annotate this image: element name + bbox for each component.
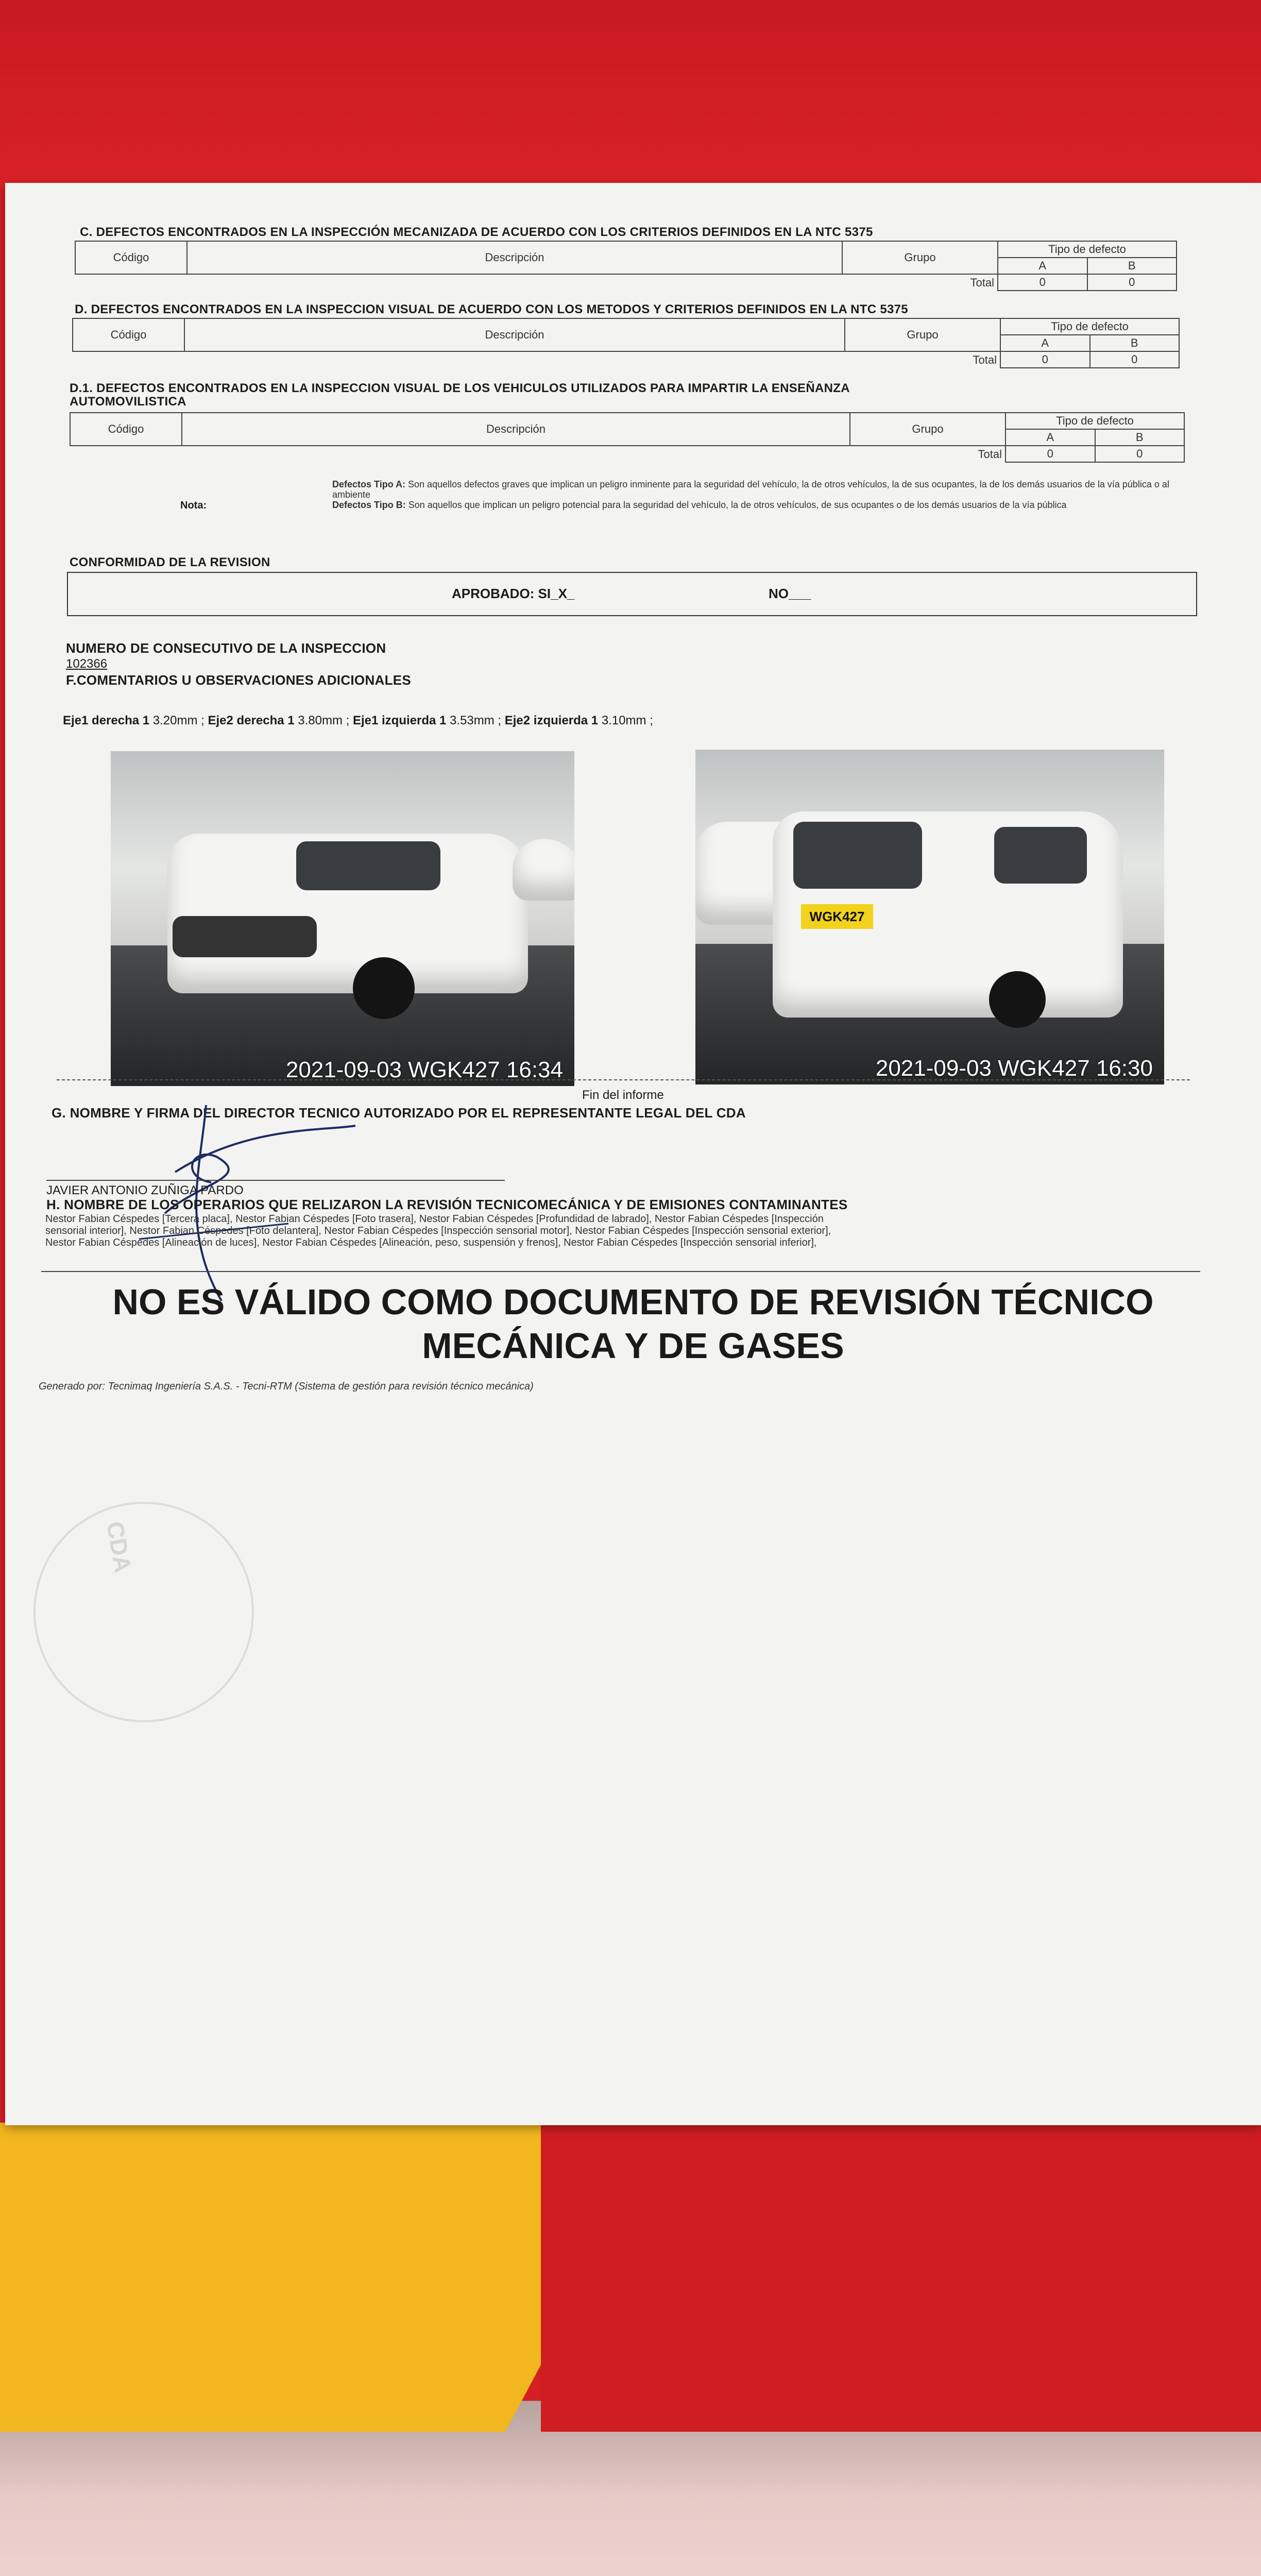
car-rear-window: [793, 822, 922, 889]
eje1-izquierda-value: 3.53mm ;: [450, 714, 502, 727]
aprobado-si: APROBADO: SI_X_: [452, 586, 575, 601]
total-b: 0: [1090, 351, 1180, 368]
total-a: 0: [1000, 351, 1090, 368]
seal-text: CDA: [101, 1519, 137, 1575]
conformidad-title: CONFORMIDAD DE LA REVISION: [70, 555, 270, 569]
tipo-a-label: Defectos Tipo A:: [332, 479, 406, 489]
section-d1-table: [70, 412, 1185, 463]
col-a: A: [1000, 335, 1090, 351]
tipo-b-label: Defectos Tipo B:: [332, 500, 406, 510]
col-codigo: Código: [73, 318, 184, 351]
tipo-b-text: Son aquellos que implican un peligro potencial para la seguridad del vehículo, la de otros vehículos, de sus ocupantes o de los demás usuarios de la vía pública: [408, 500, 1067, 510]
license-plate: WGK427: [801, 904, 873, 929]
col-grupo: Grupo: [850, 413, 1006, 446]
col-tipo-defecto: Tipo de defecto: [1006, 413, 1184, 429]
comentarios-line: [63, 714, 653, 728]
fin-informe: Fin del informe: [582, 1088, 664, 1102]
col-descripcion: Descripción: [184, 318, 845, 351]
embossed-seal: [33, 1502, 254, 1722]
photo-rear-caption: 2021-09-03 WGK427 16:30: [875, 1056, 1153, 1081]
car-grille: [173, 916, 317, 957]
section-c-title: C. DEFECTOS ENCONTRADOS EN LA INSPECCIÓN MECANIZADA DE ACUERDO CON LOS CRITERIOS DEFINIDOS EN LA NTC 5375: [80, 225, 873, 239]
eje2-derecha-label: Eje2 derecha 1: [208, 714, 295, 727]
comentarios-title: F.COMENTARIOS U OBSERVACIONES ADICIONALES: [66, 672, 412, 688]
col-grupo: Grupo: [845, 318, 1000, 351]
section-d-table: [72, 318, 1180, 368]
col-b: B: [1095, 429, 1185, 446]
total-label: Total: [978, 447, 1002, 461]
nota-label: Nota:: [180, 500, 207, 511]
col-a: A: [1006, 429, 1095, 446]
warning-line-2: MECÁNICA Y DE GASES: [422, 1326, 844, 1366]
col-codigo: Código: [70, 413, 182, 446]
eje1-derecha-label: Eje1 derecha 1: [63, 714, 150, 727]
separator: [57, 1079, 1190, 1080]
operarios-line-3: Nestor Fabian Céspedes [Alineación de luces], Nestor Fabian Céspedes [Alineación, peso, suspensión y frenos], Nestor Fabian Céspedes [Inspección sensorial inferior],: [45, 1237, 817, 1248]
car-parked: [513, 839, 574, 901]
consecutivo-title: NUMERO DE CONSECUTIVO DE LA INSPECCION: [66, 640, 386, 656]
photo-front-caption: 2021-09-03 WGK427 16:34: [285, 1057, 563, 1082]
director-name: JAVIER ANTONIO ZUÑIGA PARDO: [46, 1183, 244, 1197]
inspection-document: [5, 183, 1261, 2125]
col-tipo-defecto: Tipo de defecto: [1000, 318, 1179, 335]
col-descripcion: Descripción: [182, 413, 850, 446]
col-tipo-defecto: Tipo de defecto: [998, 241, 1177, 258]
photo-front: [111, 751, 574, 1086]
eje1-izquierda-label: Eje1 izquierda 1: [352, 714, 447, 727]
consecutivo-value: 102366: [66, 657, 108, 671]
section-c-table: [75, 241, 1177, 291]
col-b: B: [1087, 258, 1177, 274]
eje2-izquierda-label: Eje2 izquierda 1: [504, 714, 599, 727]
car-wheel: [989, 971, 1046, 1028]
section-d1-title-line2: AUTOMOVILISTICA: [70, 395, 186, 409]
operarios-list: [45, 1213, 831, 1249]
section-g-title: G. NOMBRE Y FIRMA DEL DIRECTOR TECNICO AUTORIZADO POR EL REPRESENTANTE LEGAL DEL CDA: [52, 1105, 746, 1121]
total-b: 0: [1095, 446, 1185, 462]
section-h-title: H. NOMBRE DE LOS OPERARIOS QUE RELIZARON LA REVISIÓN TECNICOMECÁNICA Y DE EMISIONES CONTAMINANTES: [46, 1197, 848, 1212]
divider: [41, 1271, 1200, 1272]
eje2-izquierda-value: 3.10mm ;: [601, 714, 653, 727]
col-codigo: Código: [75, 241, 187, 274]
table-surface: [0, 0, 1261, 185]
car-windshield: [296, 841, 440, 890]
total-a: 0: [998, 274, 1087, 291]
eje2-derecha-value: 3.80mm ;: [298, 714, 350, 727]
total-a: 0: [1006, 446, 1095, 462]
nota-text: [332, 479, 1187, 510]
col-b: B: [1090, 335, 1180, 351]
generated-by: Generado por: Tecnimaq Ingeniería S.A.S. - Tecni-RTM (Sistema de gestión para revisión técnico mecánica): [39, 1381, 534, 1392]
warning-line-1: NO ES VÁLIDO COMO DOCUMENTO DE REVISIÓN TÉCNICO: [112, 1282, 1154, 1322]
section-d1-title-line1: D.1. DEFECTOS ENCONTRADOS EN LA INSPECCION VISUAL DE LOS VEHICULOS UTILIZADOS PARA IMPARTIR LA ENSEÑANZA: [70, 381, 850, 395]
col-a: A: [998, 258, 1087, 274]
car-wheel: [353, 957, 415, 1019]
total-b: 0: [1087, 274, 1177, 291]
aprobado-no: NO___: [769, 586, 811, 601]
folder-red-area: [541, 2123, 1261, 2432]
car-side-window: [994, 827, 1087, 884]
section-d-title: D. DEFECTOS ENCONTRADOS EN LA INSPECCION VISUAL DE ACUERDO CON LOS METODOS Y CRITERIOS DEFINIDOS EN LA NTC 5375: [75, 302, 908, 316]
col-grupo: Grupo: [842, 241, 998, 274]
signature-line: [46, 1180, 505, 1181]
conformidad-box: [67, 572, 1197, 616]
operarios-line-1: Nestor Fabian Céspedes [Tercera placa], Nestor Fabian Céspedes [Foto trasera], Nestor Fabian Céspedes [Profundidad de labrado], Nestor Fabian Céspedes [Inspección: [45, 1213, 824, 1225]
operarios-line-2: sensorial interior], Nestor Fabian Céspedes [Foto delantera], Nestor Fabian Céspedes [Inspección sensorial motor], Nestor Fabian Céspedes [Inspección sensorial exterior],: [45, 1225, 831, 1236]
col-descripcion: Descripción: [187, 241, 842, 274]
total-label: Total: [970, 276, 994, 289]
total-label: Total: [973, 353, 997, 366]
tipo-a-text: Son aquellos defectos graves que implican un peligro inminente para la seguridad del vehículo, la de otros vehículos, la de sus ocupantes, la de los demás usuarios de la vía pública o al ambiente: [332, 479, 1169, 500]
eje1-derecha-value: 3.20mm ;: [152, 714, 205, 727]
photo-rear: [695, 750, 1164, 1084]
